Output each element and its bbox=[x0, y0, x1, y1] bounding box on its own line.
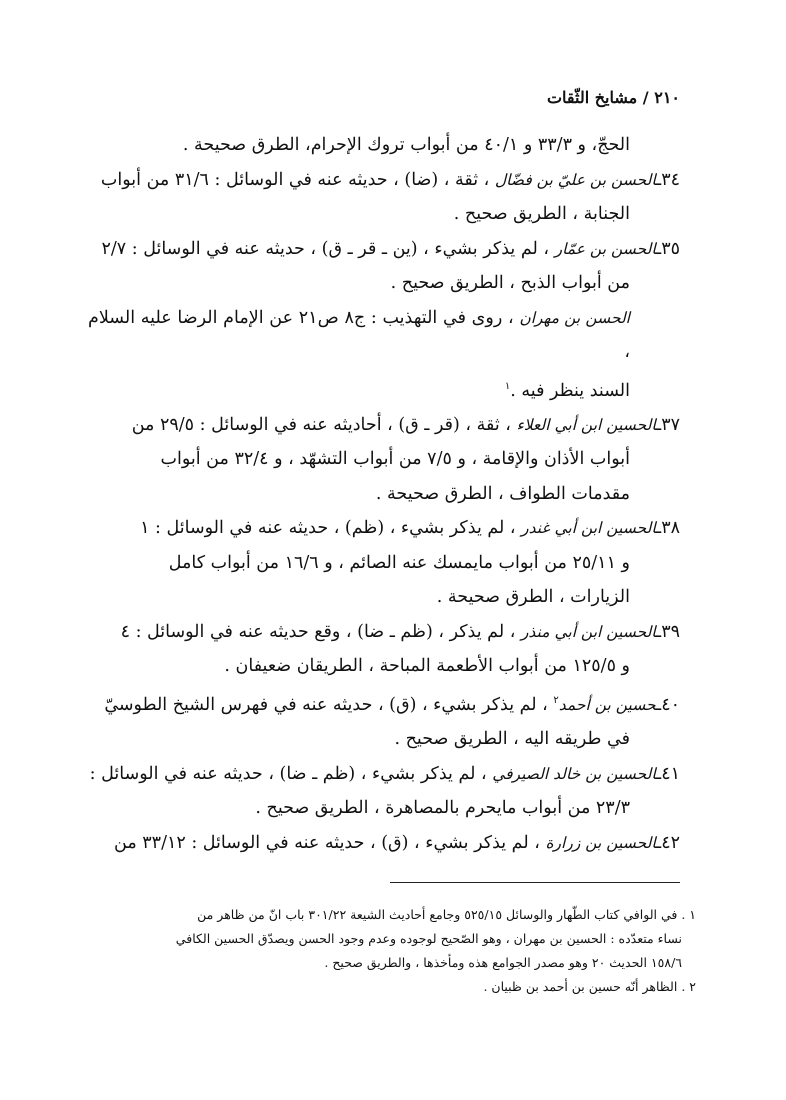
entry-40 bbox=[88, 684, 680, 757]
footnote-text-continued: ١٥٨/٦ الحديث ٢٠ وهو مصدر الجوامع هذه ومأخذها ، والطريق صحيح . bbox=[324, 955, 682, 970]
entry-34 bbox=[88, 163, 680, 232]
footnote-divider bbox=[390, 882, 680, 883]
footnote-2 bbox=[86, 975, 696, 999]
running-header bbox=[547, 88, 680, 107]
narrator-name: الحسين ابن أبي العلاء bbox=[516, 415, 657, 434]
footnotes bbox=[86, 903, 696, 999]
footnote-text: الظاهر أنّه حسين بن أحمد بن ظبيان . bbox=[483, 979, 678, 994]
book-title: مشايخ الثّقات bbox=[546, 88, 638, 107]
footnote-number: ١ . bbox=[681, 907, 696, 922]
entry-text-tail: السند ينظر فيه . bbox=[510, 380, 630, 401]
entry-number: ٣٥ـ bbox=[656, 238, 680, 259]
entry-text: ، لم يذكر بشيء ، (ظم) ، حديثه عنه في الوسائل : ١ bbox=[140, 518, 522, 539]
narrator-name: الحسن بن عليّ بن فضّال bbox=[494, 170, 657, 189]
narrator-name: الحسين بن خالد الصيرفي bbox=[492, 764, 657, 783]
entry-text-continued bbox=[88, 370, 630, 408]
entry-text: ، لم يذكر ، (ظم ـ ضا) ، وقع حديثه عنه في الوسائل : ٤ bbox=[120, 621, 521, 642]
narrator-name: حسين بن أحمد bbox=[558, 695, 657, 714]
entry-text-continued: من أبواب الذبح ، الطريق صحيح . bbox=[390, 273, 630, 293]
entry-number: ٣٤ـ bbox=[656, 169, 680, 190]
entry-text: ، لم يذكر بشيء ، (ق) ، حديثه عنه في فهرس الشيخ الطوسيّ bbox=[104, 694, 554, 715]
entry-text-continued: الجنابة ، الطريق صحيح . bbox=[453, 204, 630, 224]
narrator-name: الحسين ابن أبي غندر bbox=[521, 519, 657, 538]
entry-35 bbox=[88, 232, 680, 301]
footnote-marker: ١ bbox=[504, 380, 511, 392]
entry-number: ٣٩ـ bbox=[656, 621, 680, 642]
entry-number: ٣٧ـ bbox=[656, 414, 680, 435]
entry-text: ، لم يذكر بشيء ، (ق) ، حديثه عنه في الوسائل : ٣٣/١٢ من bbox=[114, 832, 546, 853]
narrator-name: الحسين ابن أبي منذر bbox=[520, 622, 657, 641]
entry-number: ٣٨ـ bbox=[656, 518, 680, 539]
entry-42 bbox=[88, 826, 680, 861]
footnote-1 bbox=[86, 903, 696, 975]
narrator-name: الحسين بن زرارة bbox=[545, 833, 657, 852]
entry-text-continued: في طريقه اليه ، الطريق صحيح . bbox=[394, 729, 630, 750]
entry-text-continued: الزيارات ، الطرق صحيحة . bbox=[436, 587, 630, 608]
entry-number: ٤١ـ bbox=[656, 763, 680, 784]
entry-39 bbox=[88, 615, 680, 684]
entry-text: ، لم يذكر بشيء ، (ين ـ قر ـ ق) ، حديثه عنه في الوسائل : ٢/٧ bbox=[101, 238, 555, 259]
header-separator: / bbox=[642, 88, 649, 107]
main-text bbox=[88, 128, 680, 860]
entry-41 bbox=[88, 757, 680, 826]
entry-38 bbox=[88, 511, 680, 615]
footnote-marker: ٢ bbox=[553, 694, 559, 706]
entry-text-continued: مقدمات الطواف ، الطرق صحيحة . bbox=[375, 483, 630, 504]
entry-text-continued: و ١٢٥/٥ من أبواب الأطعمة المباحة ، الطريقان ضعيفان . bbox=[224, 656, 630, 677]
entry-text: ، روى في التهذيب : ج٨ ص٢١ عن الإمام الرضا عليه السلام ، bbox=[88, 307, 630, 362]
entry-text: ، ثقة ، (قر ـ ق) ، أحاديثه عنه في الوسائل : ٢٩/٥ من bbox=[131, 414, 517, 435]
footnote-number: ٢ . bbox=[681, 979, 696, 994]
continuation-paragraph: الحجّ، و ٣٣/٣ و ٤٠/١ من أبواب تروك الإحرام، الطرق صحيحة . bbox=[182, 135, 630, 155]
entry-text: ، ثقة ، (ضا) ، حديثه عنه في الوسائل : ٣١/٦ من أبواب bbox=[100, 169, 495, 190]
entry-37 bbox=[88, 408, 680, 512]
page-number: ٢١٠ bbox=[654, 88, 680, 107]
footnote-text: في الوافي كتاب الطّهار والوسائل ٥٢٥/١٥ وجامع أحاديث الشيعة ٣٠١/٢٢ باب انّ من ظاهر من bbox=[197, 907, 678, 922]
entry-number: ٤٢ـ bbox=[656, 832, 680, 853]
footnote-text-continued: نساء متعدّده : الحسين بن مهران ، وهو الصّحيح لوجوده وعدم وجود الحسن ويصدّق الحسين الكافي bbox=[175, 931, 682, 946]
narrator-name: الحسن بن مهران bbox=[519, 308, 630, 327]
entry-text-continued: أبواب الأذان والإقامة ، و ٧/٥ من أبواب التشهّد ، و ٣٢/٤ من أبواب bbox=[160, 449, 630, 470]
entry-text-continued: ٢٣/٣ من أبواب مايحرم بالمصاهرة ، الطريق صحيح . bbox=[255, 798, 630, 819]
entry-text: ، لم يذكر بشيء ، (ظم ـ ضا) ، حديثه عنه في الوسائل : bbox=[89, 763, 493, 784]
narrator-name: الحسن بن عمّار bbox=[554, 239, 657, 258]
entry-text-continued: و ٢٥/١١ من أبواب مايمسك عنه الصائم ، و ١٦/٦ من أبواب كامل bbox=[168, 552, 630, 573]
entry-number: ٤٠ـ bbox=[656, 694, 680, 715]
entry-36 bbox=[88, 301, 680, 408]
